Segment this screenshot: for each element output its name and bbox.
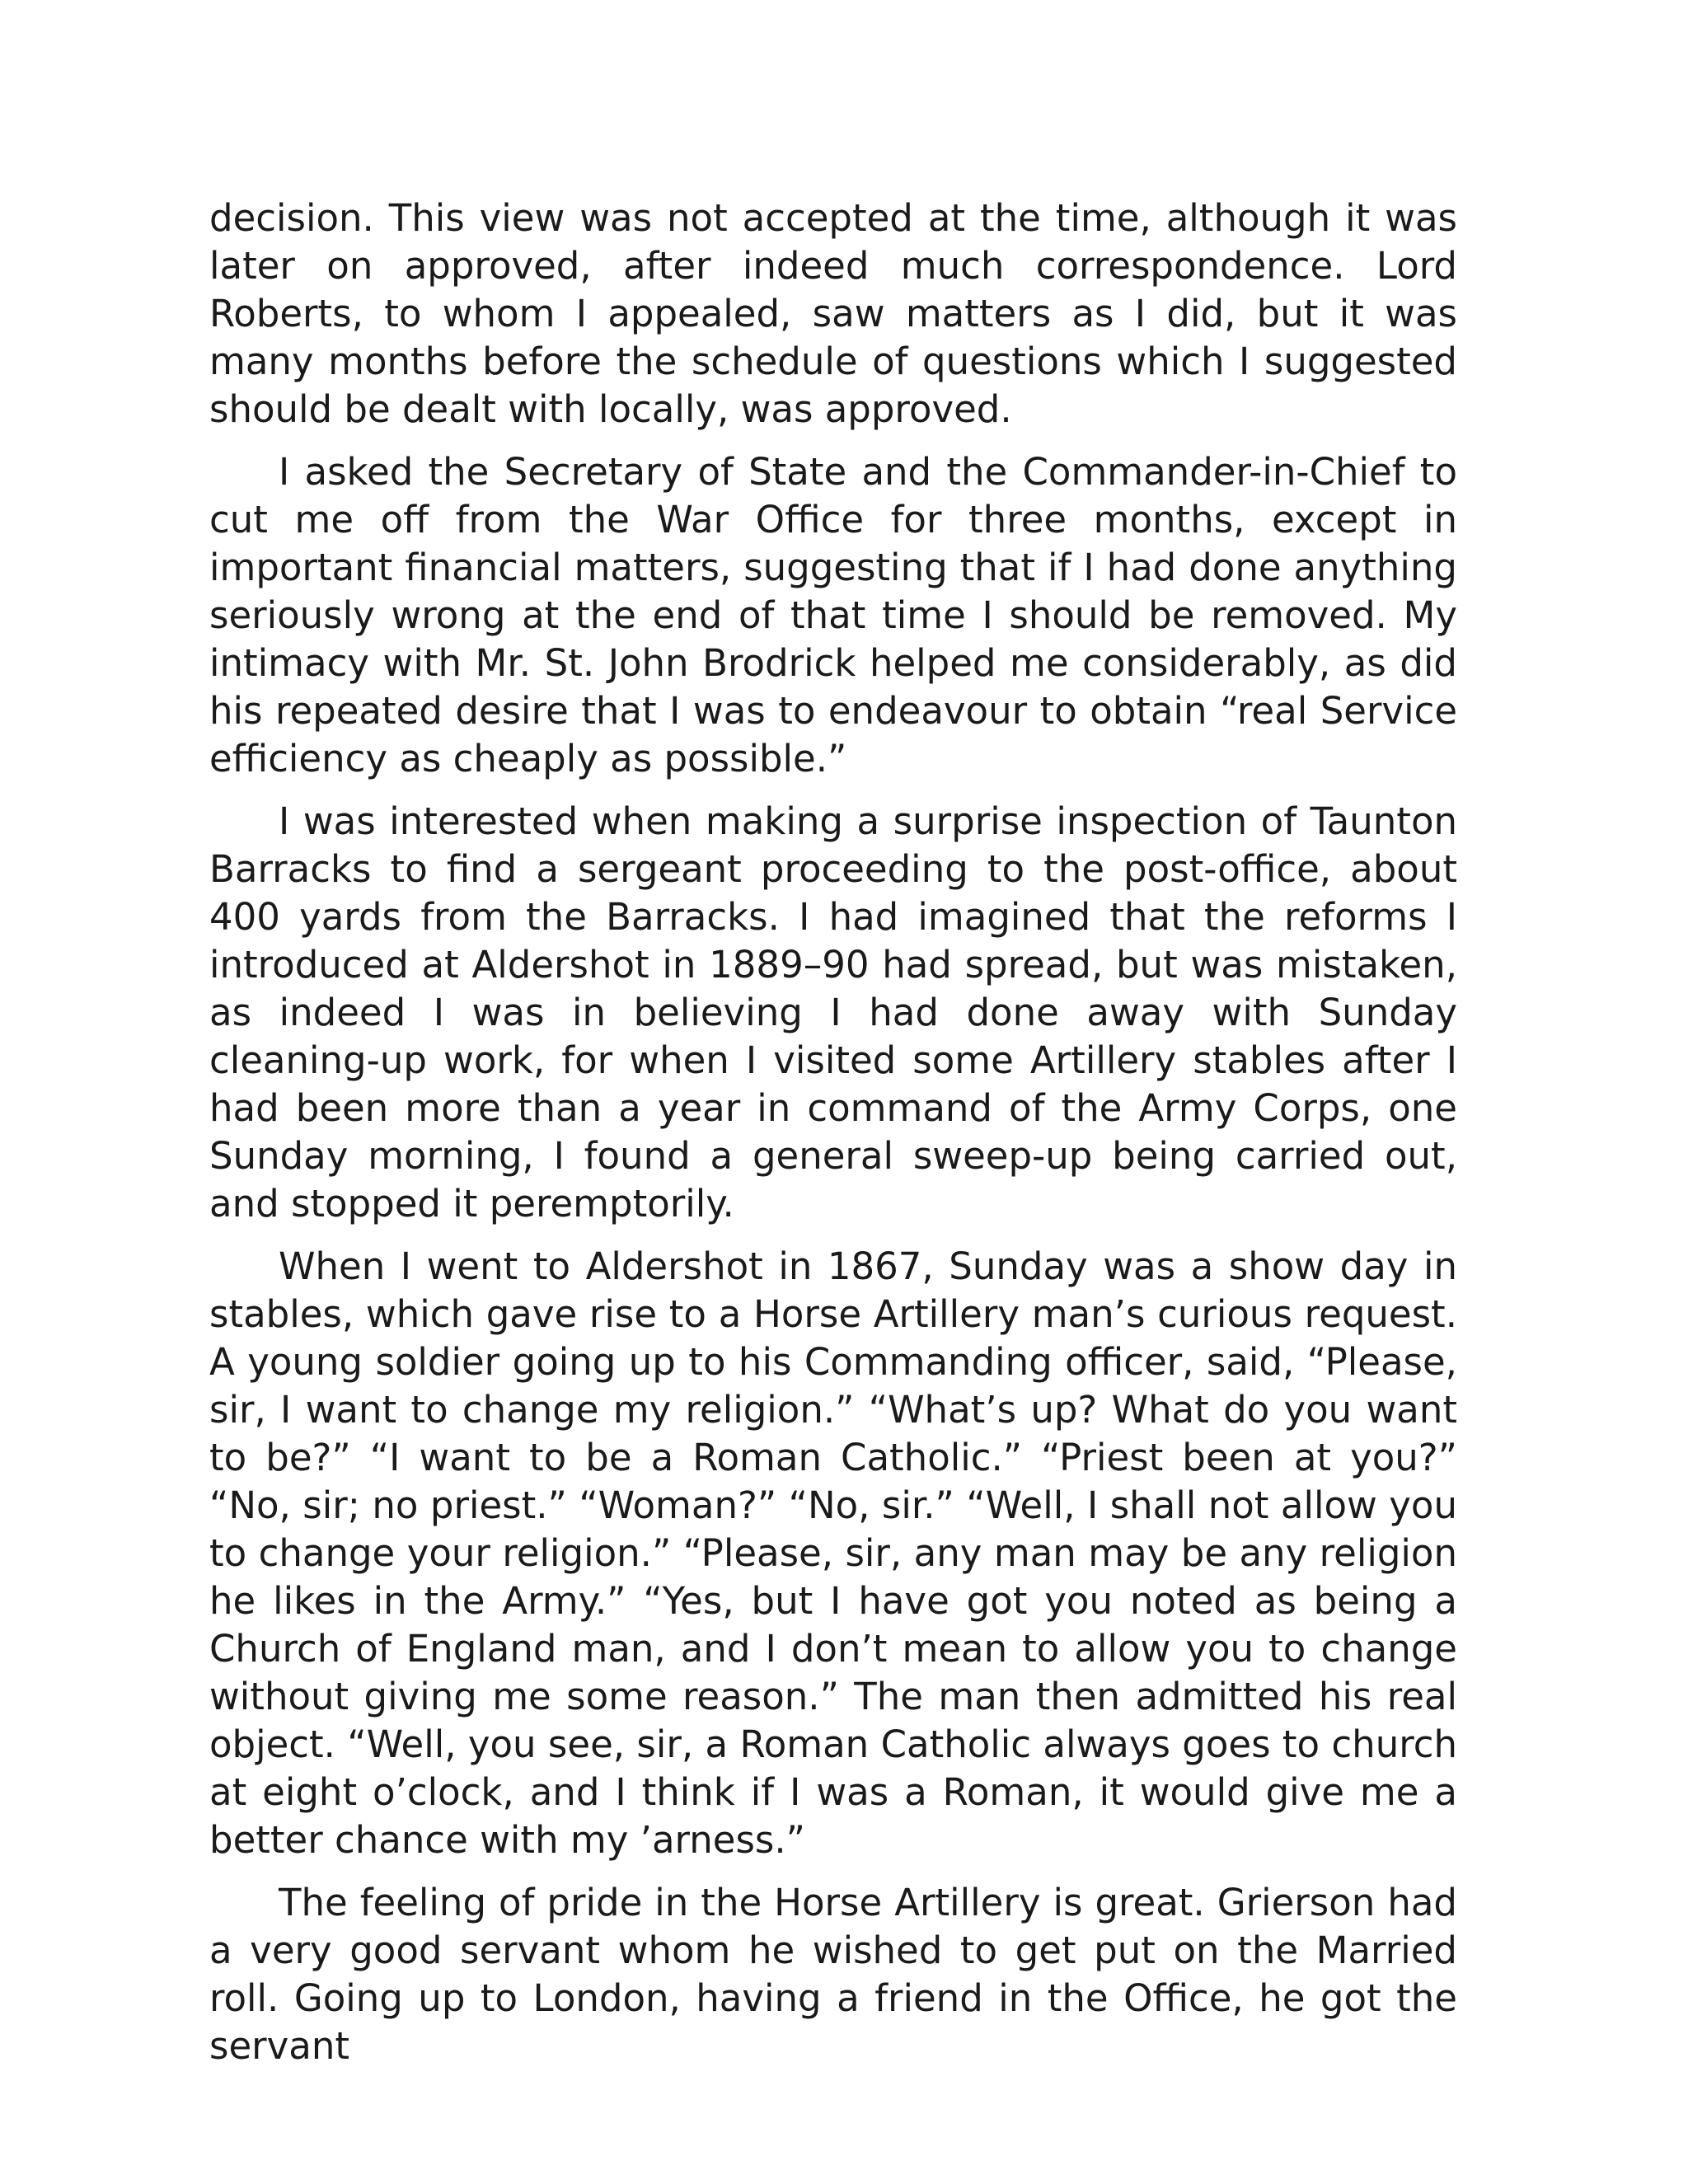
paragraph-taunton-barracks: I was interested when making a surprise inspection of Taunton Barracks to find a sergeant proceeding to the post-office, about 400 yards from the Barracks. I had imagined that the reforms I introduced at Aldershot in 1889–90 had spread, but was mistaken, as indeed I was in believing I had done away with Sunday cleaning-up work, for when I visited some Artillery stables after I had been more than a year in command of the Army Corps, one Sunday morning, I found a general sweep-up being carried out, and stopped it peremptorily. <box>209 799 1457 1226</box>
paragraph-war-office: I asked the Secretary of State and the Commander-in-Chief to cut me off from the War Office for three months, except in important financial matters, suggesting that if I had done anything seriously wrong at the end of that time I should be removed. My intimacy with Mr. St. John Brodrick helped me considerably, as did his repeated desire that I was to endeavour to obtain “real Service efficiency as cheaply as possible.” <box>209 450 1457 780</box>
document-page <box>209 194 1457 2070</box>
paragraph-horse-artillery: The feeling of pride in the Horse Artillery is great. Grierson had a very good servant whom he wished to get put on the Married roll. Going up to London, having a friend in the Office, he got the servant <box>209 1881 1457 2068</box>
paragraph-aldershot-sunday: When I went to Aldershot in 1867, Sunday was a show day in stables, which gave rise to a Horse Artillery man’s curious request. A young soldier going up to his Commanding officer, said, “Please, sir, I want to change my religion.” “What’s up? What do you want to be?” “I want to be a Roman Catholic.” “Priest been at you?” “No, sir; no priest.” “Woman?” “No, sir.” “Well, I shall not allow you to change your religion.” “Please, sir, any man may be any religion he likes in the Army.” “Yes, but I have got you noted as being a Church of England man, and I don’t mean to allow you to change without giving me some reason.” The man then admitted his real object. “Well, you see, sir, a Roman Catholic always goes to church at eight o’clock, and I think if I was a Roman, it would give me a better chance with my ’arness.” <box>209 1244 1457 1862</box>
paragraph-decision: decision. This view was not accepted at the time, although it was later on approved, after indeed much correspondence. Lord Roberts, to whom I appealed, saw matters as I did, but it was many months before the schedule of questions which I suggested should be dealt with locally, was approved. <box>209 196 1457 431</box>
